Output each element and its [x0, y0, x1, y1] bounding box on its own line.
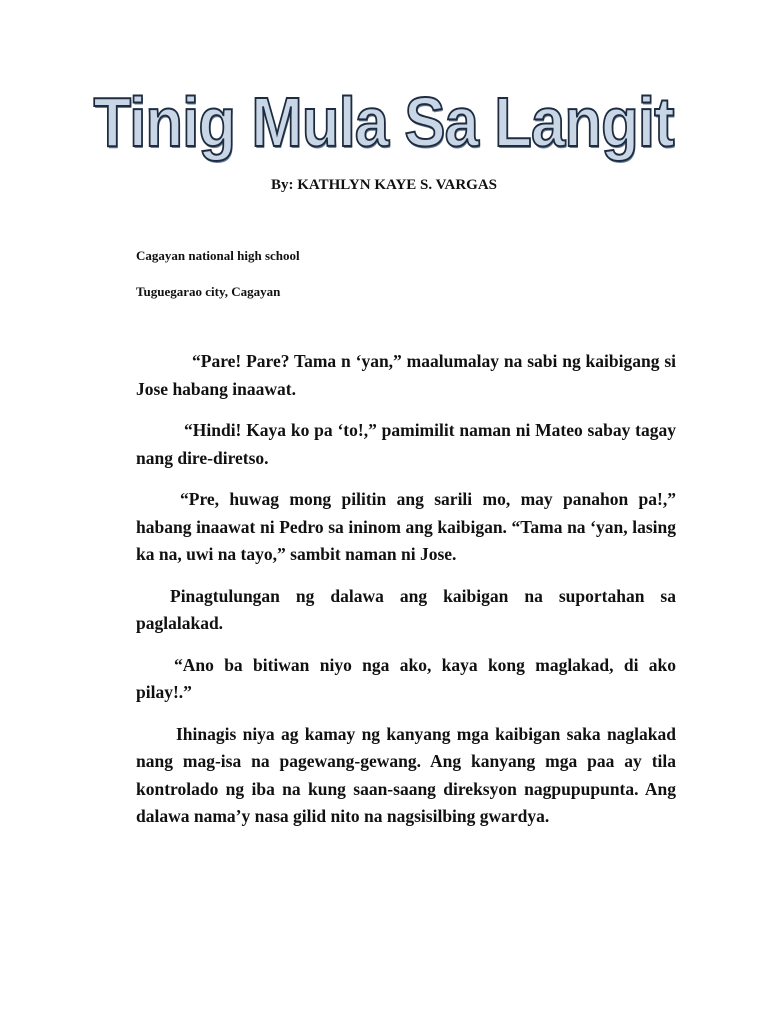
story-body	[136, 348, 676, 845]
paragraph: “Hindi! Kaya ko pa ‘to!,” pamimilit naman ni Mateo sabay tagay nang dire-diretso.	[136, 420, 676, 468]
paragraph: “Ano ba bitiwan niyo nga ako, kaya kong maglakad, di ako pilay!.”	[136, 654, 676, 702]
school-location: Tuguegarao city, Cagayan	[136, 284, 281, 299]
title-container	[0, 80, 768, 164]
paragraph: Ihinagis niya ag kamay ng kanyang mga kaibigan saka naglakad nang mag-isa na pagewang-gewang. Ang kanyang mga paa ay tila kontrolado ng iba na kung saan-saang direksyon nagpupupunta. Ang dalawa nama’y nasa gilid nito na nagsisilbing gwardya.	[136, 723, 676, 826]
author-byline: By: KATHLYN KAYE S. VARGAS	[270, 177, 498, 193]
document-title: Tinig Mula Sa Langit	[93, 83, 675, 161]
school-name: Cagayan national high school	[136, 248, 300, 263]
paragraph: Pinagtulungan ng dalawa ang kaibigan na suportahan sa paglalakad.	[136, 585, 676, 633]
paragraph: “Pare! Pare? Tama n ‘yan,” maalumalay na sabi ng kaibigang si Jose habang inaawat.	[136, 351, 676, 399]
paragraph: “Pre, huwag mong pilitin ang sarili mo, may panahon pa!,” habang inaawat ni Pedro sa ininom ang kaibigan. “Tama na ‘yan, lasing ka na, uwi na tayo,” sambit naman ni Jose.	[136, 489, 676, 564]
